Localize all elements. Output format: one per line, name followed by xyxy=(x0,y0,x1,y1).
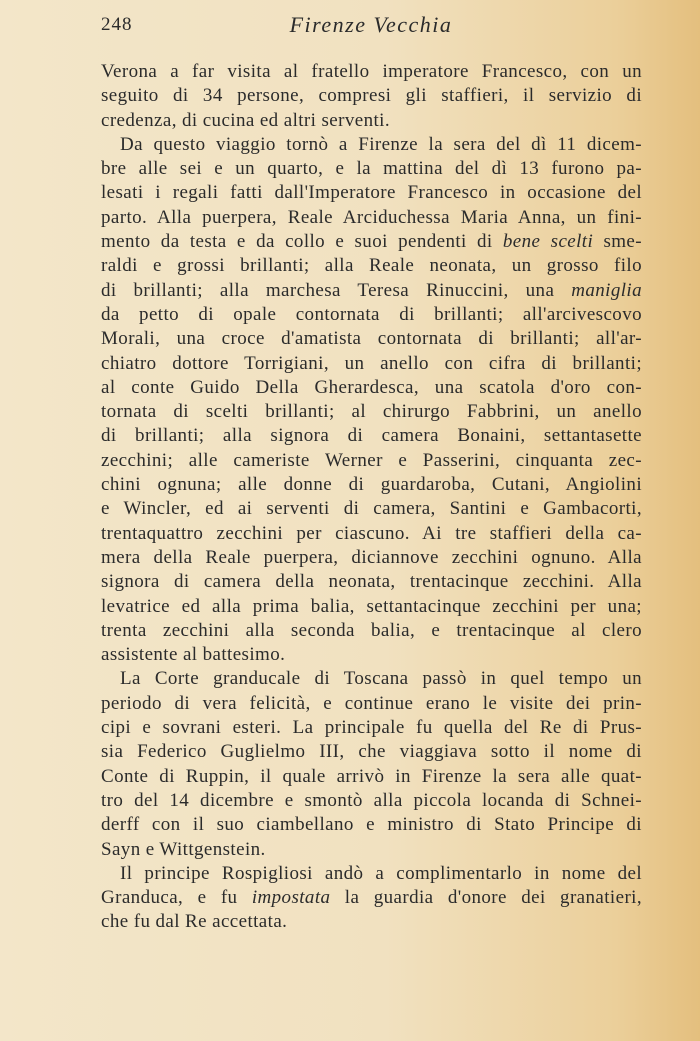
text-line: di brillanti; alla marchesa Teresa Rinuccini, una maniglia xyxy=(101,279,642,301)
italic-phrase: bene scelti xyxy=(502,231,594,253)
text-line: che fu dal Re accettata. xyxy=(101,911,288,933)
text-line: trenta zecchini alla seconda balia, e trentacinque al clero xyxy=(101,619,642,641)
text-line: derff con il suo ciambellano e ministro di Stato Principe di xyxy=(101,814,642,836)
page-number: 248 xyxy=(101,14,133,35)
running-title: Firenze Vecchia xyxy=(289,12,453,37)
text-line: credenza, di cucina ed altri serventi. xyxy=(101,109,390,131)
paragraph xyxy=(101,60,642,133)
text-line: al conte Guido Della Gherardesca, una scatola d'oro con- xyxy=(101,376,642,398)
paragraph xyxy=(101,133,642,668)
text-line: tornata di scelti brillanti; al chirurgo Fabbrini, un anello xyxy=(101,401,642,423)
text-line: lesati i regali fatti dall'Imperatore Francesco in occasione del xyxy=(101,182,642,204)
body-text xyxy=(101,60,642,935)
text-line: mento da testa e da collo e suoi pendenti di bene scelti sme- xyxy=(101,231,642,253)
text-line: mera della Reale puerpera, diciannove zecchini ognuno. Alla xyxy=(101,546,642,568)
text-line: signora di camera della neonata, trentacinque zecchini. Alla xyxy=(101,571,642,593)
text-line: cipi e sovrani esteri. La principale fu quella del Re di Prus- xyxy=(101,717,642,739)
text-line: da petto di opale contornata di brillanti; all'arcivescovo xyxy=(101,303,642,325)
text-line: La Corte granducale di Toscana passò in quel tempo un xyxy=(120,668,642,690)
text-line: Morali, una croce d'amatista contornata di brillanti; all'ar- xyxy=(101,328,642,350)
text-line: Granduca, e fu impostata la guardia d'onore dei granatieri, xyxy=(101,887,642,909)
paragraph xyxy=(101,667,642,861)
text-line: trentaquattro zecchini per ciascuno. Ai tre staffieri della ca- xyxy=(101,522,642,544)
text-line: chiatro dottore Torrigiani, un anello con cifra di brillanti; xyxy=(101,352,642,374)
text-line: tro del 14 dicembre e smontò alla piccola locanda di Schnei- xyxy=(101,789,642,811)
italic-phrase: maniglia xyxy=(571,279,642,301)
text-line: Verona a far visita al fratello imperatore Francesco, con un xyxy=(101,61,642,82)
text-line: levatrice ed alla prima balia, settantacinque zecchini per una; xyxy=(101,595,642,617)
text-line: seguito di 34 persone, compresi gli staffieri, il servizio di xyxy=(101,85,642,107)
text-line: raldi e grossi brillanti; alla Reale neonata, un grosso filo xyxy=(101,255,642,277)
text-line: bre alle sei e un quarto, e la mattina del dì 13 furono pa- xyxy=(101,158,642,180)
text-line: Il principe Rospigliosi andò a complimentarlo in nome del xyxy=(120,862,642,884)
text-line: periodo di vera felicità, e continue erano le visite dei prin- xyxy=(101,692,642,714)
text-line: sia Federico Guglielmo III, che viaggiava sotto il nome di xyxy=(101,741,642,763)
text-line: Conte di Ruppin, il quale arrivò in Firenze la sera alle quat- xyxy=(101,765,642,787)
text-line: Sayn e Wittgenstein. xyxy=(101,838,266,860)
text-line: chini ognuna; alle donne di guardaroba, Cutani, Angiolini xyxy=(101,474,642,496)
text-line: zecchini; alle cameriste Werner e Passerini, cinquanta zec- xyxy=(101,449,642,471)
italic-phrase: impostata xyxy=(251,887,331,909)
paragraph xyxy=(101,862,642,935)
text-line: assistente al battesimo. xyxy=(101,644,286,666)
text-line: parto. Alla puerpera, Reale Arciduchessa Maria Anna, un fini- xyxy=(101,206,642,228)
running-head xyxy=(101,10,641,40)
text-line: di brillanti; alla signora di camera Bonaini, settantasette xyxy=(101,425,642,447)
text-line: e Wincler, ed ai serventi di camera, Santini e Gambacorti, xyxy=(101,498,642,520)
text-line: Da questo viaggio tornò a Firenze la sera del dì 11 dicem- xyxy=(120,133,642,155)
